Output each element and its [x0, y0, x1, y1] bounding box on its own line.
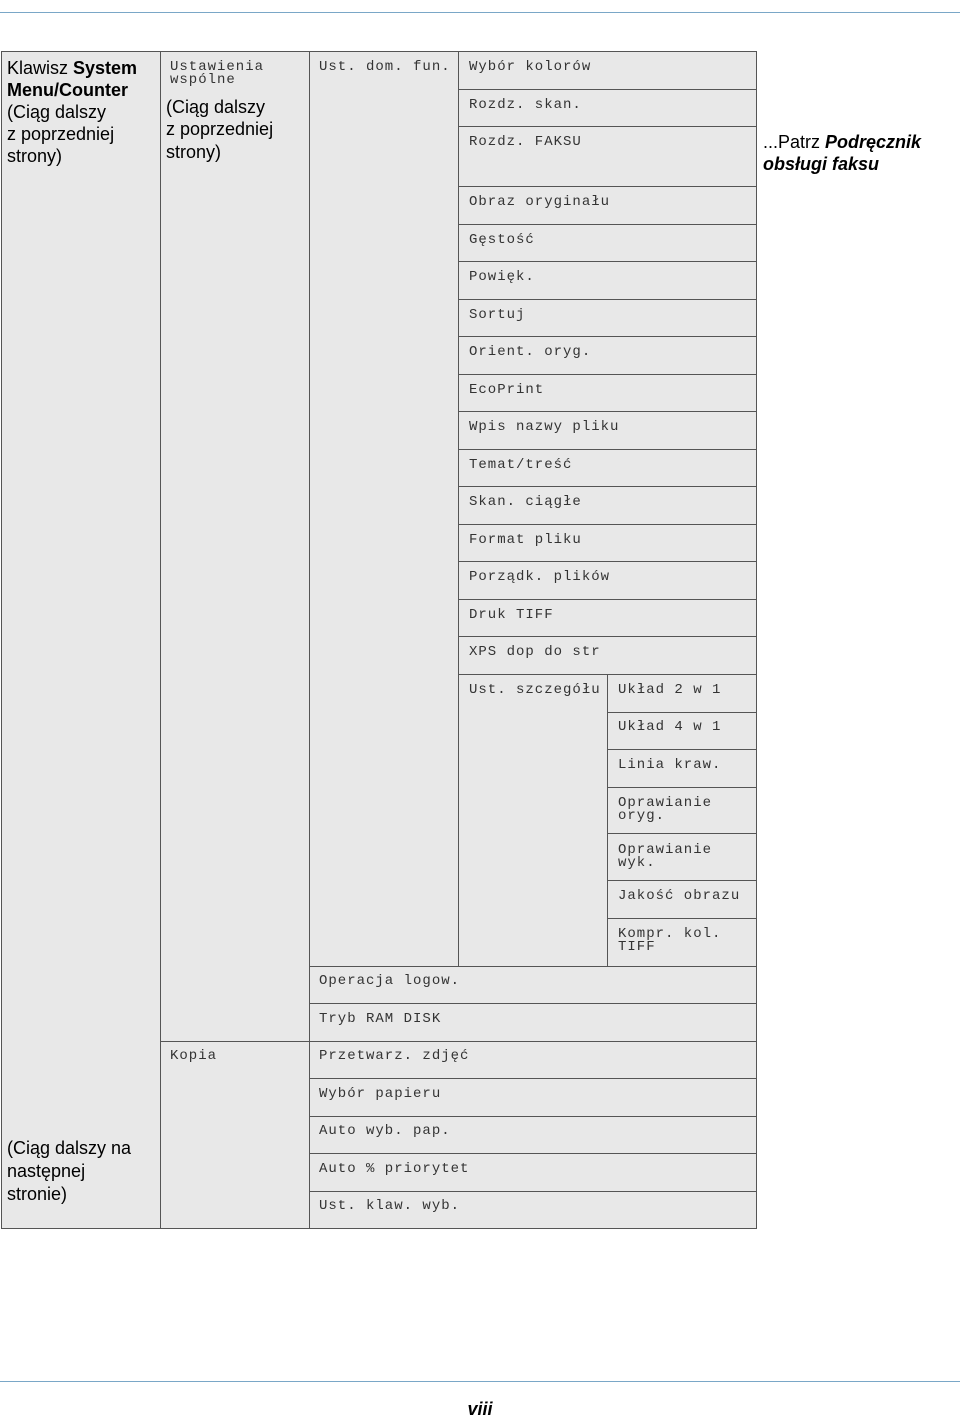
- col2-cont-line1: (Ciąg dalszy: [166, 97, 266, 117]
- setting-label: Rozdz. skan.: [469, 97, 582, 113]
- page-number: viii: [467, 1399, 493, 1419]
- col1-title-prefix: Klawisz: [7, 58, 74, 78]
- col2-cont-line2: z poprzedniej: [166, 119, 274, 139]
- col5-uklad4: Układ 4 w 1: [618, 719, 722, 735]
- setting-label: Obraz oryginału: [469, 194, 611, 210]
- setting-label: Wybór kolorów: [469, 59, 592, 75]
- col3-auto-priorytet: Auto % priorytet: [319, 1161, 470, 1177]
- col2-kopia: Kopia: [170, 1048, 218, 1064]
- setting-label: Orient. oryg.: [469, 344, 592, 360]
- col-kopia: [160, 1041, 310, 1229]
- setting-label: EcoPrint: [469, 382, 545, 398]
- col5-kompr-1: Kompr. kol.: [618, 926, 722, 942]
- col1-title-bold2: Menu/Counter: [7, 80, 128, 100]
- col5-oprawianie-wyk-1: Oprawianie: [618, 842, 713, 858]
- col1-title-line1: [7, 57, 137, 79]
- col3-operacja-logow: Operacja logow.: [319, 973, 461, 989]
- col3-ust-klaw-wyb: Ust. klaw. wyb.: [319, 1198, 461, 1214]
- col-ust-dom-fun: [309, 51, 459, 967]
- setting-label: Gęstość: [469, 232, 535, 248]
- col1-title-bold1: System: [73, 58, 138, 78]
- setting-label: Temat/treść: [469, 457, 573, 473]
- col3-auto-wyb-pap: Auto wyb. pap.: [319, 1123, 451, 1139]
- col2-cont-line3: strony): [166, 142, 222, 162]
- col5-uklad2: Układ 2 w 1: [618, 682, 722, 698]
- col2-heading-line1: Ustawienia: [170, 59, 265, 75]
- col-ustawienia-wspolne: [160, 51, 310, 1042]
- col3-wybor-papieru: Wybór papieru: [319, 1086, 442, 1102]
- col1-next-line2: następnej: [7, 1161, 86, 1181]
- col1-next-line1: (Ciąg dalszy na: [7, 1138, 132, 1158]
- setting-label: Format pliku: [469, 532, 582, 548]
- fax-note-prefix: ...Patrz: [763, 132, 826, 152]
- setting-label: Wpis nazwy pliku: [469, 419, 620, 435]
- setting-label: Ust. szczegółu: [469, 682, 601, 698]
- col1-next-line3: stronie): [7, 1184, 68, 1204]
- col5-oprawianie-wyk-2: wyk.: [618, 855, 656, 871]
- setting-label: Rozdz. FAKSU: [469, 134, 582, 150]
- setting-label: Sortuj: [469, 307, 526, 323]
- fax-note: [763, 131, 921, 175]
- col3-tryb-ram-disk: Tryb RAM DISK: [319, 1011, 442, 1027]
- col1-cont-line1: (Ciąg dalszy: [7, 102, 107, 122]
- top-rule: [0, 12, 960, 13]
- col5-oprawianie-oryg-1: Oprawianie: [618, 795, 713, 811]
- cell-ust-szczegolu-area: [458, 712, 608, 967]
- fax-note-italic-line1: Podręcznik: [825, 132, 922, 152]
- setting-label: Druk TIFF: [469, 607, 554, 623]
- col1-cont-line2: z poprzedniej: [7, 124, 115, 144]
- col5-linia-kraw: Linia kraw.: [618, 757, 722, 773]
- col3-ust-dom-fun: Ust. dom. fun.: [319, 59, 451, 75]
- setting-label: Skan. ciągłe: [469, 494, 582, 510]
- setting-label: XPS dop do str: [469, 644, 601, 660]
- col-system-menu: [1, 51, 161, 1229]
- setting-label: Porządk. plików: [469, 569, 611, 585]
- col2-heading-line2: wspólne: [170, 72, 236, 88]
- setting-label: Powięk.: [469, 269, 535, 285]
- col1-cont-line3: strony): [7, 146, 63, 166]
- col3-przetwarz-zdjec: Przetwarz. zdjęć: [319, 1048, 470, 1064]
- col1-title-line2: [7, 79, 128, 101]
- fax-note-italic-line2: obsługi faksu: [763, 154, 880, 174]
- col5-kompr-2: TIFF: [618, 939, 656, 955]
- col5-oprawianie-oryg-2: oryg.: [618, 808, 666, 824]
- col5-jakosc-obrazu: Jakość obrazu: [618, 888, 741, 904]
- bottom-rule: [0, 1381, 960, 1382]
